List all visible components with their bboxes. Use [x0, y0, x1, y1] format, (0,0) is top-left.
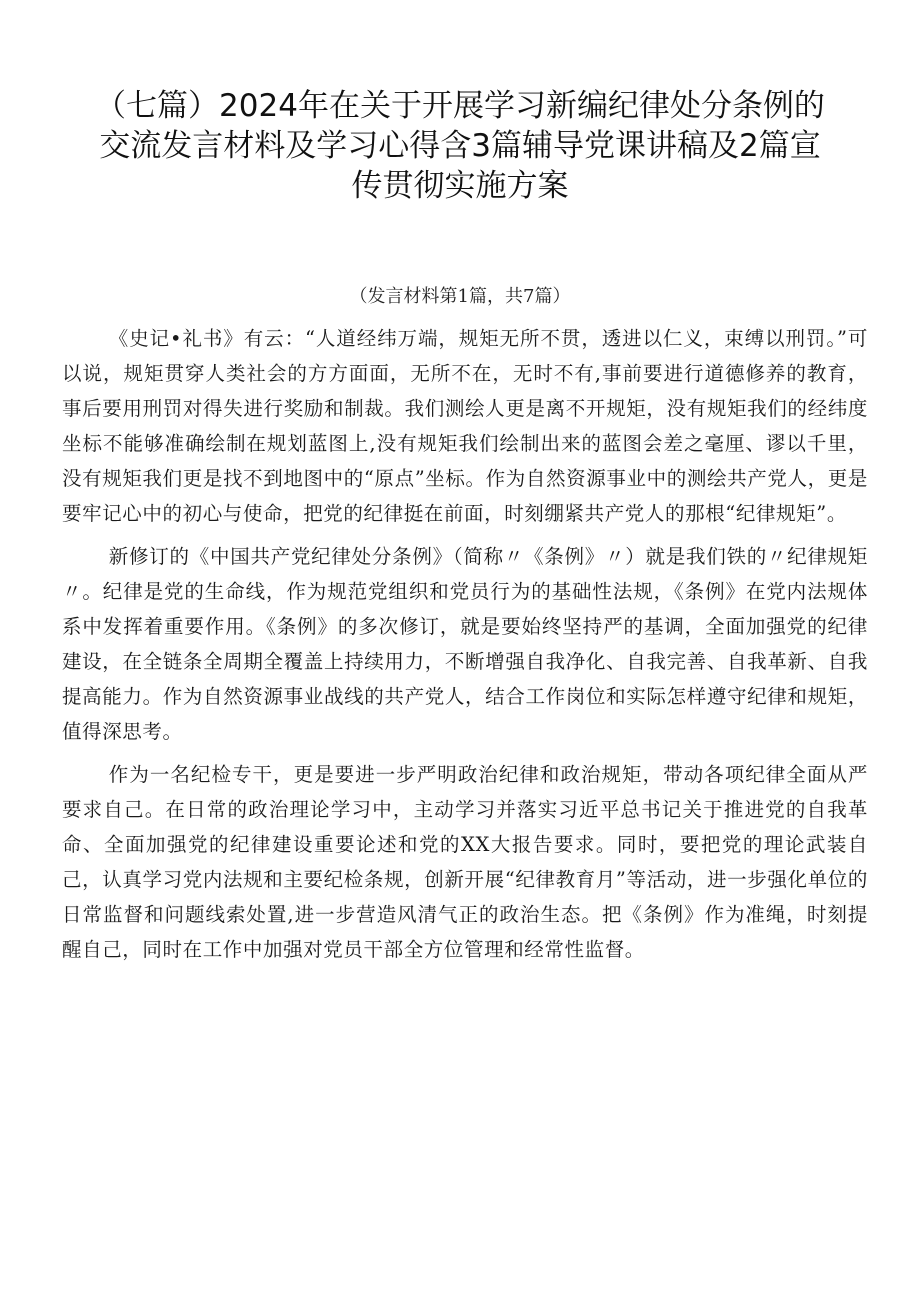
paragraph-3: 作为一名纪检专干，更是要进一步严明政治纪律和政治规矩，带动各项纪律全面从严要求自己。在日常的政治理论学习中，主动学习并落实习近平总书记关于推进党的自我革命、全面加强党的纪律建设重要论述和党的XX大报告要求。同时，要把党的理论武装自己，认真学习党内法规和主要纪检条规，创新开展“纪律教育月”等活动，进一步强化单位的日常监督和问题线索处置,进一步营造风清气正的政治生态。把《条例》作为准绳，时刻提醒自己，同时在工作中加强对党员干部全方位管理和经常性监督。: [62, 763, 868, 961]
title-line-3: 传贯彻实施方案: [351, 168, 569, 204]
paragraph-2: 新修订的《中国共产党纪律处分条例》（简称〃《条例》〃）就是我们铁的〃纪律规矩〃。纪律是党的生命线，作为规范党组织和党员行为的基础性法规，《条例》在党内法规体系中发挥着重要作用。《条例》的多次修订，就是要始终坚持严的基调，全面加强党的纪律建设，在全链条全周期全覆盖上持续用力，不断增强自我净化、自我完善、自我革新、自我提高能力。作为自然资源事业战线的共产党人，结合工作岗位和实际怎样遵守纪律和规矩，值得深思考。: [62, 545, 868, 743]
title-line-1: （七篇）2024年在关于开展学习新编纪律处分条例的: [95, 88, 825, 124]
paragraph-1: 《史记•礼书》有云：“人道经纬万端，规矩无所不贯，透进以仁义，束缚以刑罚。”可以说，规矩贯穿人类社会的方方面面，无所不在，无时不有,事前要进行道德修养的教育，事后要用刑罚对得失进行奖励和制裁。我们测绘人更是离不开规矩，没有规矩我们的经纬度坐标不能够准确绘制在规划蓝图上,没有规矩我们绘制出来的蓝图会差之毫厘、谬以千里，没有规矩我们更是找不到地图中的“原点”坐标。作为自然资源事业中的测绘共产党人，更是要牢记心中的初心与使命，把党的纪律挺在前面，时刻绷紧共产党人的那根“纪律规矩”。: [62, 327, 868, 525]
document-body: [62, 321, 868, 975]
document-title: [60, 86, 860, 206]
title-line-2: 交流发言材料及学习心得含3篇辅导党课讲稿及2篇宣: [99, 128, 821, 164]
document-subtitle: （发言材料第1篇，共7篇）: [349, 286, 571, 307]
